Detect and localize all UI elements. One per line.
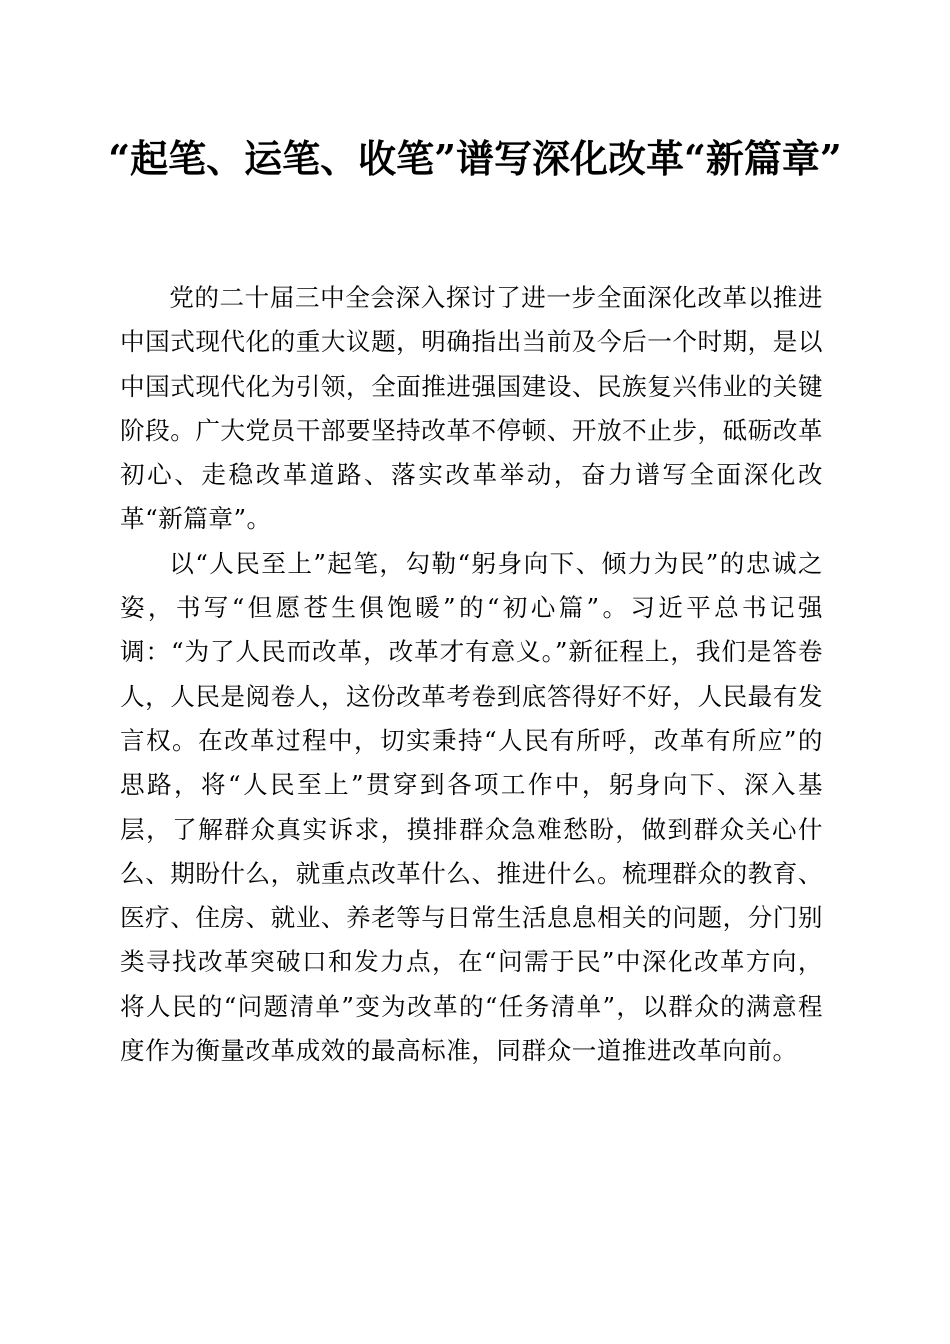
document-body — [120, 276, 823, 1073]
paragraph-1: 党的二十届三中全会深入探讨了进一步全面深化改革以推进中国式现代化的重大议题，明确指出当前及今后一个时期，是以中国式现代化为引领，全面推进强国建设、民族复兴伟业的关键阶段。广大党员干部要坚持改革不停顿、开放不止步，砥砺改革初心、走稳改革道路、落实改革举动，奋力谱写全面深化改革“新篇章”。 — [120, 283, 823, 534]
document-title: “起笔、运笔、收笔”谱写深化改革“新篇章” — [108, 136, 842, 181]
paragraph-2: 以“人民至上”起笔，勾勒“躬身向下、倾力为民”的忠诚之姿，书写“但愿苍生俱饱暖”的“初心篇”。习近平总书记强调：“为了人民而改革，改革才有意义。”新征程上，我们是答卷人，人民是阅卷人，这份改革考卷到底答得好不好，人民最有发言权。在改革过程中，切实秉持“人民有所呼，改革有所应”的思路，将“人民至上”贯穿到各项工作中，躬身向下、深入基层，了解群众真实诉求，摸排群众急难愁盼，做到群众关心什么、期盼什么，就重点改革什么、推进什么。梳理群众的教育、医疗、住房、就业、养老等与日常生活息息相关的问题，分门别类寻找改革突破口和发力点，在“问需于民”中深化改革方向，将人民的“问题清单”变为改革的“任务清单”，以群众的满意程度作为衡量改革成效的最高标准，同群众一道推进改革向前。 — [120, 548, 823, 1066]
